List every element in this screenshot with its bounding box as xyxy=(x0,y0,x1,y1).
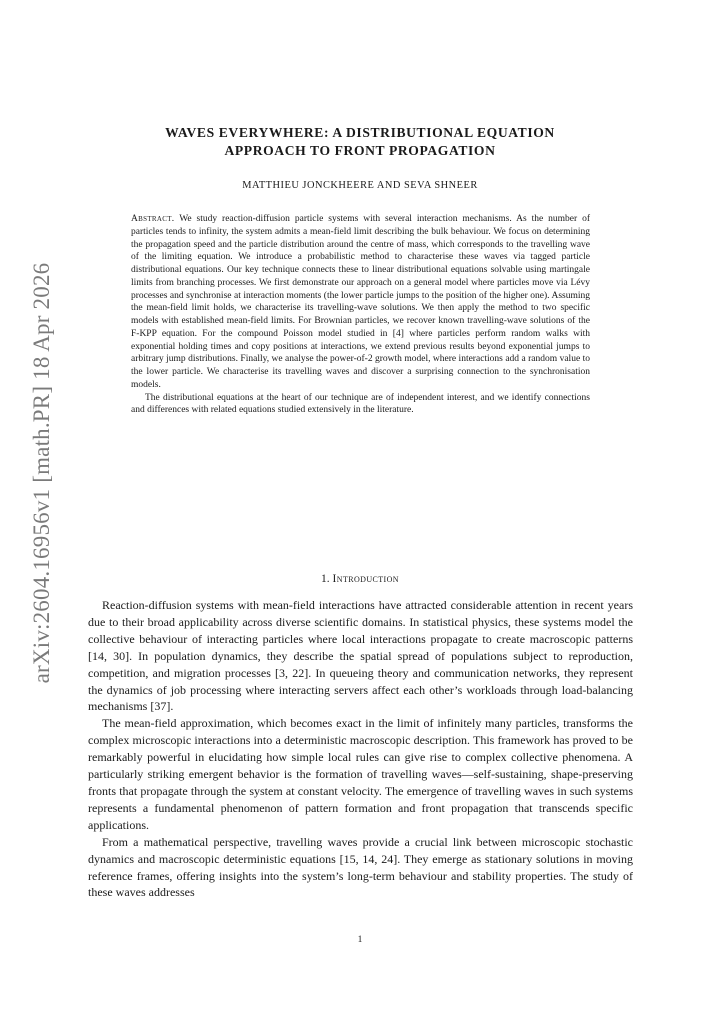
title-line: APPROACH TO FRONT PROPAGATION xyxy=(224,143,496,158)
abstract-text: We study reaction-diffusion particle systems with several interaction mechanisms. As the number of particles tends to infinity, the system admits a mean-field limit describing the bulk behaviour. We focus on determining the propagation speed and the particle distribution around the centre of mass, which corresponds to the travelling wave of the limiting equation. We introduce a probabilistic method to characterise these waves via tagged particle distributional equations. Our key technique connects these to linear distributional equations solvable using martingale limits from branching processes. We first demonstrate our approach on a general model where particles move via Lévy processes and synchronise at interaction moments (the lower particle jumps to the position of the higher one). Assuming the mean-field limit holds, we characterise its travelling-wave solutions. We then apply the method to two specific models with established mean-field limits. For Brownian particles, we recover known travelling-wave solutions of the F-KPP equation. For the compound Poisson model studied in [4] where particles perform random walks with exponential holding times and copy positions at interactions, we extend previous results beyond exponential jumps to arbitrary jump distributions. Finally, we analyse the power-of-2 growth model, where interactions add a random value to the lower particle. We characterise its travelling waves and discover a surprising connection to the synchronisation models. xyxy=(131,214,590,390)
arxiv-identifier[interactable]: arXiv:2604.16956v1 [math.PR] 18 Apr 2026 xyxy=(29,262,54,684)
abstract-paragraph xyxy=(131,213,590,392)
author-list: MATTHIEU JONCKHEERE AND SEVA SHNEER xyxy=(242,180,478,191)
abstract-label: Abstract. xyxy=(131,214,175,224)
section-heading xyxy=(100,573,620,585)
page-number: 1 xyxy=(357,935,363,945)
body-paragraph: From a mathematical perspective, travelling waves provide a crucial link between microscopic stochastic dynamics and macroscopic deterministic equations [15, 14, 24]. They emerge as stationary solutions in moving reference frames, offering insights into the system’s long-term behaviour and stability properties. The study of these waves addresses xyxy=(88,834,633,900)
body-paragraph: Reaction-diffusion systems with mean-field interactions have attracted considerable attention in recent years due to their broad applicability across diverse scientific domains. In statistical physics, these systems model the collective behaviour of interacting particles where local interactions propagate to create macroscopic patterns [14, 30]. In population dynamics, they describe the spatial spread of populations subject to reproduction, competition, and migration processes [3, 22]. In queueing theory and communication networks, they represent the dynamics of job processing where interacting servers affect each other’s workloads through load-balancing mechanisms [37]. xyxy=(88,598,633,714)
section-title: Introduction xyxy=(332,573,399,585)
abstract xyxy=(131,213,590,417)
abstract-paragraph: The distributional equations at the heart of our technique are of independent interest, and we identify connections and differences with related equations studied extensively in the literature. xyxy=(131,392,590,416)
title-line: WAVES EVERYWHERE: A DISTRIBUTIONAL EQUATION xyxy=(165,125,555,140)
paper-title xyxy=(100,124,620,160)
section-number: 1. xyxy=(321,573,330,585)
body-paragraph: The mean-field approximation, which becomes exact in the limit of infinitely many particles, transforms the complex microscopic interactions into a deterministic macroscopic description. This framework has proved to be remarkably powerful in elucidating how simple local rules can give rise to complex collective phenomena. A particularly striking emergent behavior is the formation of travelling waves—self-sustaining, shape-preserving fronts that propagate through the system at constant velocity. The emergence of travelling waves in such systems represents a fundamental phenomenon of pattern formation and front propagation that transcends specific applications. xyxy=(88,716,633,832)
introduction-body xyxy=(88,597,633,901)
